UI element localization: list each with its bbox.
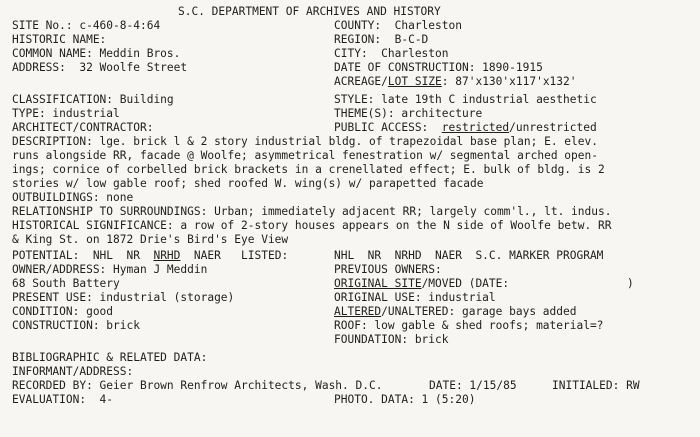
description-line: runs alongside RR, facade @ Woolfe; asymmetrical fenestration w/ segmental arched open- — [12, 149, 598, 162]
address: ADDRESS: 32 Woolfe Street — [12, 61, 188, 74]
original-site-label: ORIGINAL SITE — [334, 277, 422, 290]
region: REGION: B-C-D — [334, 33, 429, 46]
foundation: FOUNDATION: brick — [334, 333, 449, 346]
initialed: INITIALED: RW — [552, 379, 640, 392]
public-access-restricted: restricted — [441, 121, 510, 134]
recorded-by: RECORDED BY: Geier Brown Renfrow Architects, Wash. D.C. — [12, 379, 383, 392]
public-access — [334, 121, 597, 135]
condition: CONDITION: good — [12, 305, 114, 318]
date-of-construction: DATE OF CONSTRUCTION: 1890-1915 — [334, 61, 543, 74]
owner-street: 68 South Battery — [12, 277, 120, 290]
informant-address: INFORMANT/ADDRESS: — [12, 365, 134, 378]
original-use: ORIGINAL USE: industrial — [334, 291, 496, 304]
acreage-label: ACREAGE/ — [334, 75, 388, 88]
classification: CLASSIFICATION: Building — [12, 93, 174, 106]
listed-programs: NHL NR NRHD NAER S.C. MARKER PROGRAM — [334, 249, 604, 262]
architect-contractor: ARCHITECT/CONTRACTOR: — [12, 121, 154, 134]
moved-date-label: /MOVED (DATE: — [421, 277, 510, 290]
historical-significance-line: HISTORICAL SIGNIFICANCE: a row of 2-story houses appears on the N side of Woolfe betw. RR — [12, 219, 612, 232]
acreage-lot-size — [334, 75, 577, 89]
potential-label: POTENTIAL: NHL NR — [12, 249, 154, 262]
description-line: ings; cornice of corbelled brick brackets in a crenellated effect; E. bulk of bldg. is 2 — [12, 163, 605, 176]
outbuildings: OUTBUILDINGS: none — [12, 191, 134, 204]
historic-name: HISTORIC NAME: — [12, 33, 107, 46]
county: COUNTY: Charleston — [334, 19, 462, 32]
altered-label: ALTERED — [334, 305, 382, 318]
bibliographic-data: BIBLIOGRAPHIC & RELATED DATA: — [12, 351, 208, 364]
potential-nrhd: NRHD — [153, 249, 181, 262]
original-site-moved — [334, 277, 509, 291]
owner-address: OWNER/ADDRESS: Hyman J Meddin — [12, 263, 208, 276]
relationship-to-surroundings: RELATIONSHIP TO SURROUNDINGS: Urban; immediately adjacent RR; largely comm'l., lt. indus. — [12, 205, 612, 218]
altered-unaltered — [334, 305, 576, 319]
construction: CONSTRUCTION: brick — [12, 319, 140, 332]
roof: ROOF: low gable & shed roofs; material=? — [334, 319, 604, 332]
city: CITY: Charleston — [334, 47, 449, 60]
themes: THEME(S): architecture — [334, 107, 483, 120]
potential — [12, 249, 288, 263]
common-name: COMMON NAME: Meddin Bros. — [12, 47, 181, 60]
description-line: DESCRIPTION: lge. brick l & 2 story industrial bldg. of trapezoidal base plan; E. elev. — [12, 135, 598, 148]
lot-size-label: LOT SIZE — [387, 75, 442, 88]
photo-data: PHOTO. DATA: 1 (5:20) — [334, 393, 476, 406]
lot-size-value: : 87'x130'x117'x132' — [441, 75, 577, 88]
form-header: S.C. DEPARTMENT OF ARCHIVES AND HISTORY — [178, 5, 441, 18]
present-use: PRESENT USE: industrial (storage) — [12, 291, 235, 304]
style: STYLE: late 19th C industrial aesthetic — [334, 93, 597, 106]
type: TYPE: industrial — [12, 107, 120, 120]
previous-owners: PREVIOUS OWNERS: — [334, 263, 442, 276]
evaluation: EVALUATION: 4- — [12, 393, 114, 406]
site-number: SITE No.: c-460-8-4:64 — [12, 19, 161, 32]
public-access-unrestricted: /unrestricted — [509, 121, 597, 134]
public-access-label: PUBLIC ACCESS: — [334, 121, 442, 134]
moved-date-close: ) — [627, 277, 634, 290]
recorded-date: DATE: 1/15/85 — [429, 379, 517, 392]
historical-significance-line: & King St. on 1872 Drie's Bird's Eye View — [12, 233, 289, 246]
description-line: stories w/ low gable roof; shed roofed W. wing(s) w/ parapetted facade — [12, 177, 484, 190]
altered-detail: /UNALTERED: garage bays added — [381, 305, 577, 318]
potential-rest: NAER LISTED: — [180, 249, 289, 262]
